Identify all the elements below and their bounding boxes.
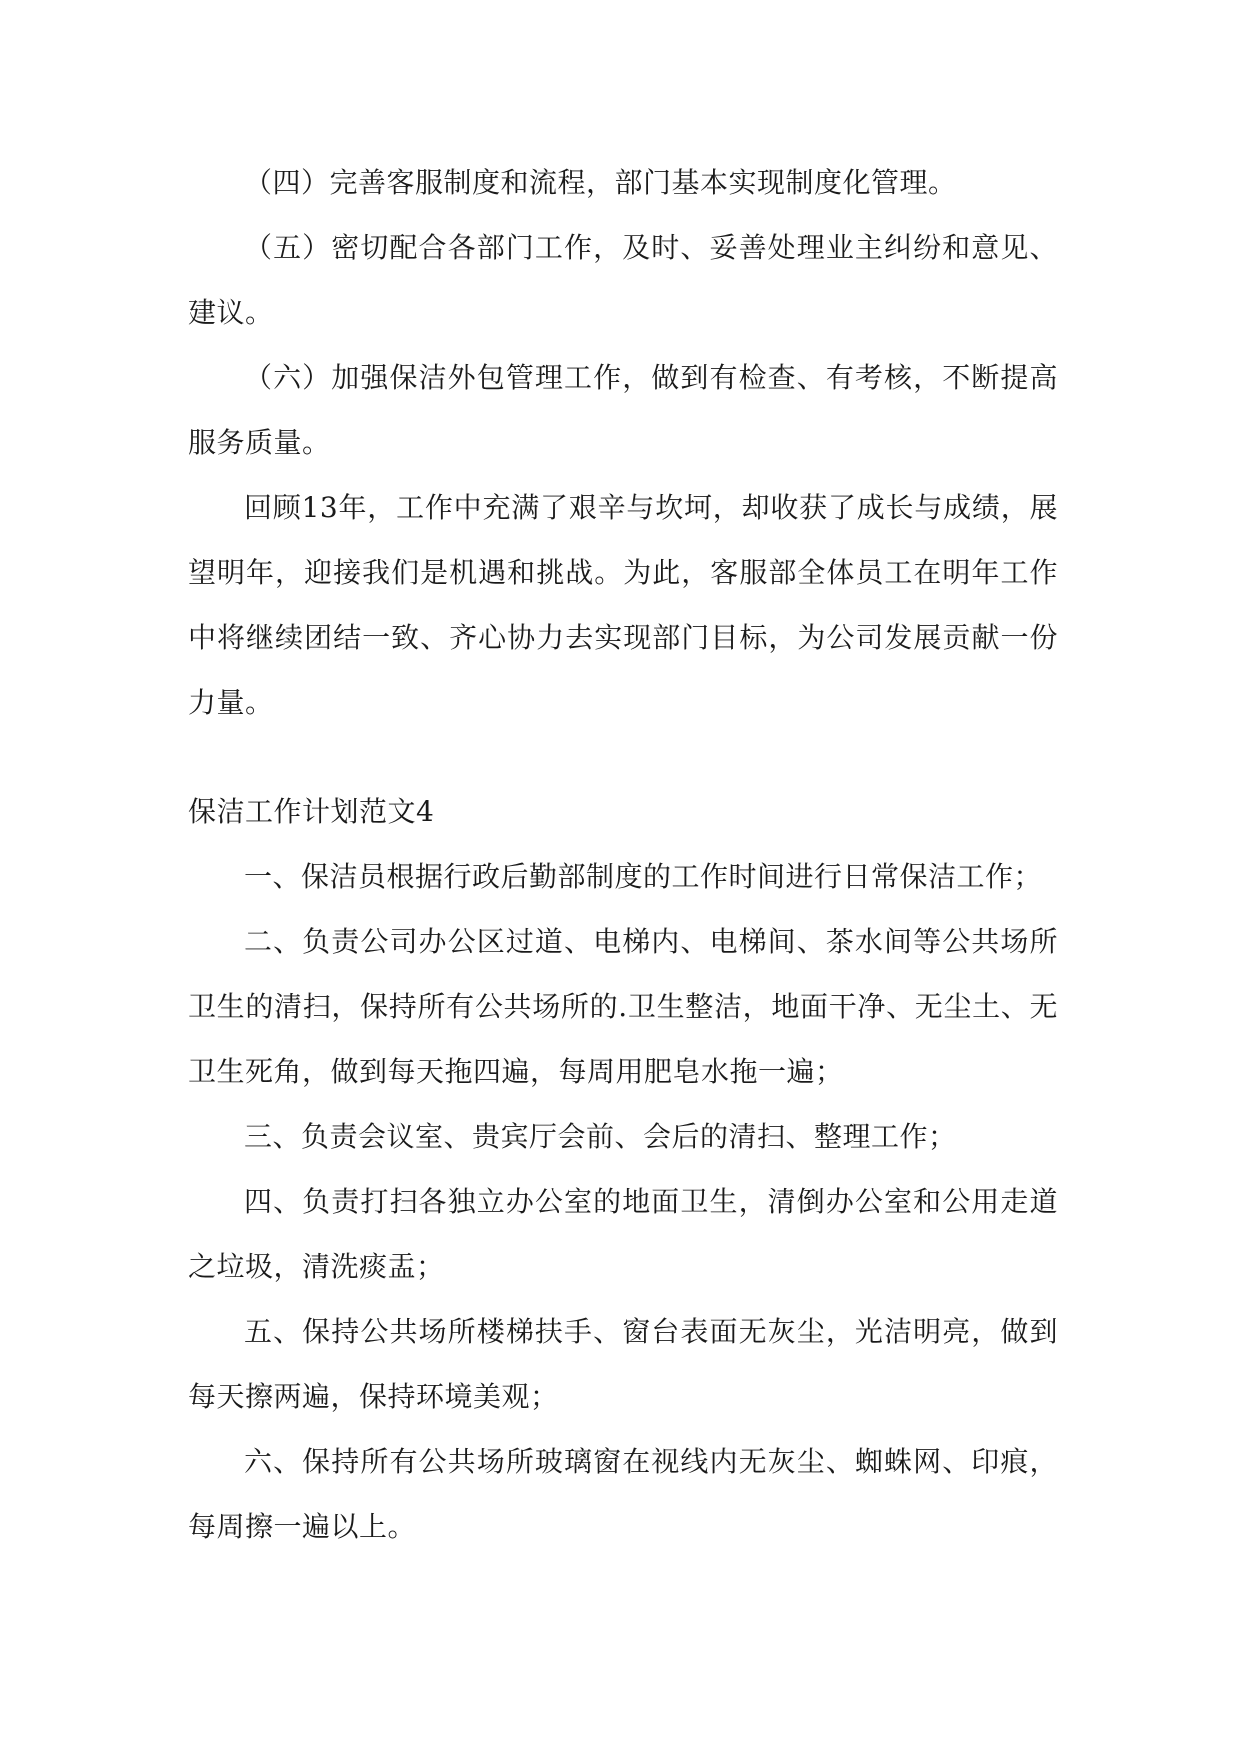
list-item-4: 四、负责打扫各独立办公室的地面卫生，清倒办公室和公用走道之垃圾，清洗痰盂；: [188, 1185, 1058, 1283]
paragraph-item-6: （六）加强保洁外包管理工作，做到有检查、有考核，不断提高服务质量。: [188, 361, 1058, 459]
list-item-5: 五、保持公共场所楼梯扶手、窗台表面无灰尘，光洁明亮，做到每天擦两遍，保持环境美观；: [188, 1315, 1058, 1413]
section-customer-service: [188, 150, 1058, 735]
list-item-6: 六、保持所有公共场所玻璃窗在视线内无灰尘、蜘蛛网、印痕，每周擦一遍以上。: [188, 1445, 1058, 1543]
list-item-1: 一、保洁员根据行政后勤部制度的工作时间进行日常保洁工作；: [244, 860, 1043, 893]
section-cleaning-plan: [188, 779, 1058, 1559]
paragraph-review: 回顾13年，工作中充满了艰辛与坎坷，却收获了成长与成绩，展望明年，迎接我们是机遇和挑战。为此，客服部全体员工在明年工作中将继续团结一致、齐心协力去实现部门目标，为公司发展贡献一份力量。: [188, 491, 1058, 719]
paragraph-item-4: （四）完善客服制度和流程，部门基本实现制度化管理。: [244, 166, 957, 199]
list-item-2: 二、负责公司办公区过道、电梯内、电梯间、茶水间等公共场所卫生的清扫，保持所有公共场所的.卫生整洁，地面干净、无尘土、无卫生死角，做到每天拖四遍，每周用肥皂水拖一遍；: [188, 925, 1058, 1088]
list-item-3: 三、负责会议室、贵宾厅会前、会后的清扫、整理工作；: [244, 1120, 957, 1153]
section-heading: 保洁工作计划范文4: [188, 795, 435, 828]
paragraph-item-5: （五）密切配合各部门工作，及时、妥善处理业主纠纷和意见、建议。: [188, 231, 1058, 329]
